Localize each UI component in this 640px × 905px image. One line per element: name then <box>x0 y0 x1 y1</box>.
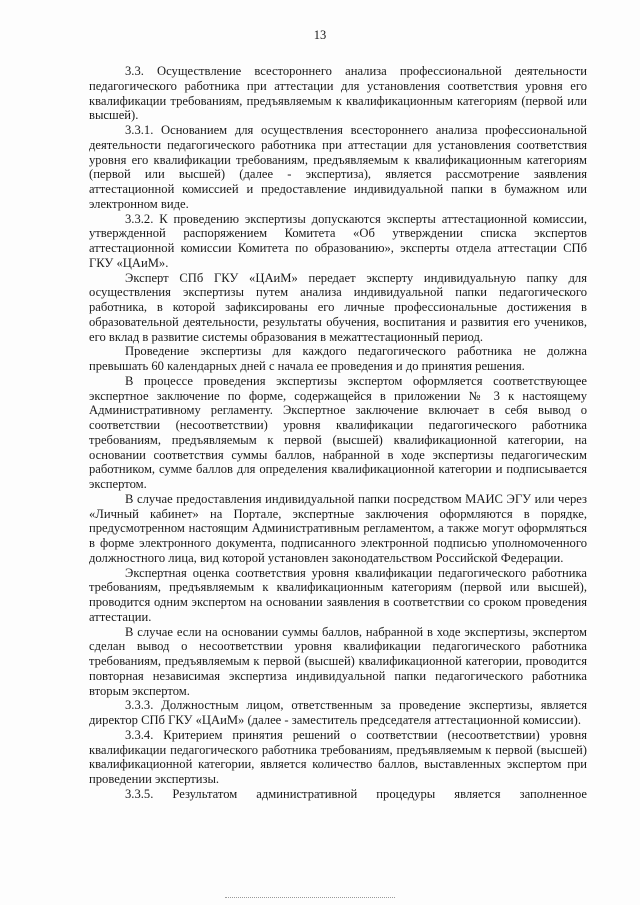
page-number: 13 <box>313 28 327 42</box>
paragraph-3-3-4: 3.3.4. Критерием принятия решений о соответствии (несоответствии) уровня квалификации педагогического работника требованиям, предъявляемым к первой (высшей) квалификационной категории, является количество баллов, выставленных экспертом при проведении экспертизы. <box>89 727 587 786</box>
paragraph-expertise-duration: Проведение экспертизы для каждого педагогического работника не должна превышать 60 календарных дней с начала ее проведения и до принятия решения. <box>89 344 587 373</box>
scan-artifact-line <box>225 897 395 899</box>
document-body <box>89 64 587 802</box>
paragraph-3-3-2: 3.3.2. К проведению экспертизы допускаются эксперты аттестационной комиссии, утвержденной распоряжением Комитета «Об утверждении списка экспертов аттестационной комиссии Комитета по образованию», эксперты отдела аттестации СПб ГКУ «ЦАиМ». <box>89 211 587 270</box>
paragraph-3-3-3: 3.3.3. Должностным лицом, ответственным за проведение экспертизы, является директор СПб ГКУ «ЦАиМ» (далее - заместитель председателя аттестационной комиссии). <box>89 698 587 727</box>
paragraph-expert-transfer: Эксперт СПб ГКУ «ЦАиМ» передает эксперту индивидуальную папку для осуществления экспертизы путем анализа индивидуальной папки педагогического работника, в которой зафиксированы его личные профессиональные достижения в образовательной деятельности, результаты обучения, воспитания и развития его учеников, его вклад в развитие системы образования в межаттестационный период. <box>89 270 587 344</box>
paragraph-3-3-5: 3.3.5. Результатом административной процедуры является заполненное <box>125 786 587 801</box>
paragraph-3-3: 3.3. Осуществление всестороннего анализа профессиональной деятельности педагогического работника при аттестации для установления соответствия уровня его квалификации требованиям, предъявляемым к квалификационным категориям (первой или высшей). <box>89 64 587 123</box>
paragraph-expert-conclusion: В процессе проведения экспертизы экспертом оформляется соответствующее экспертное заключение по форме, содержащейся в приложении № 3 к настоящему Административному регламенту. Экспертное заключение включает в себя вывод о соответствии (несоответствии) уровня квалификации педагогического работника требованиям, предъявляемым к первой (высшей) квалификационной категории, на основании соответствия суммы баллов, набранной в ходе экспертизы педагогическим работником, сумме баллов для определения квалификационной категории и подписывается экспертом. <box>89 373 587 491</box>
paragraph-single-expert: Экспертная оценка соответствия уровня квалификации педагогического работника требованиям, предъявляемым к квалификационным категориям (первой или высшей), проводится одним экспертом на основании заявления в соответствии со сроком проведения аттестации. <box>89 565 587 624</box>
paragraph-electronic-submission: В случае предоставления индивидуальной папки посредством МАИС ЭГУ или через «Личный кабинет» на Портале, экспертные заключения оформляются в порядке, предусмотренном настоящим Административным регламентом, а также могут оформляться в форме электронного документа, подписанного электронной подписью уполномоченного должностного лица, вид которой установлен законодательством Российской Федерации. <box>89 491 587 565</box>
paragraph-3-3-1: 3.3.1. Основанием для осуществления всестороннего анализа профессиональной деятельности педагогического работника при аттестации для установления соответствия уровня его квалификации требованиям, предъявляемым к квалификационным категориям (первой или высшей) (далее - экспертиза), является рассмотрение заявления аттестационной комиссией и предоставление индивидуальной папки в бумажном или электронном виде. <box>89 123 587 211</box>
paragraph-second-expertise: В случае если на основании суммы баллов, набранной в ходе экспертизы, экспертом сделан вывод о несоответствии уровня квалификации педагогического работника требованиям, предъявляемым к первой (высшей) квалификационной категории, проводится повторная независимая экспертиза индивидуальной папки педагогического работника вторым экспертом. <box>89 624 587 698</box>
